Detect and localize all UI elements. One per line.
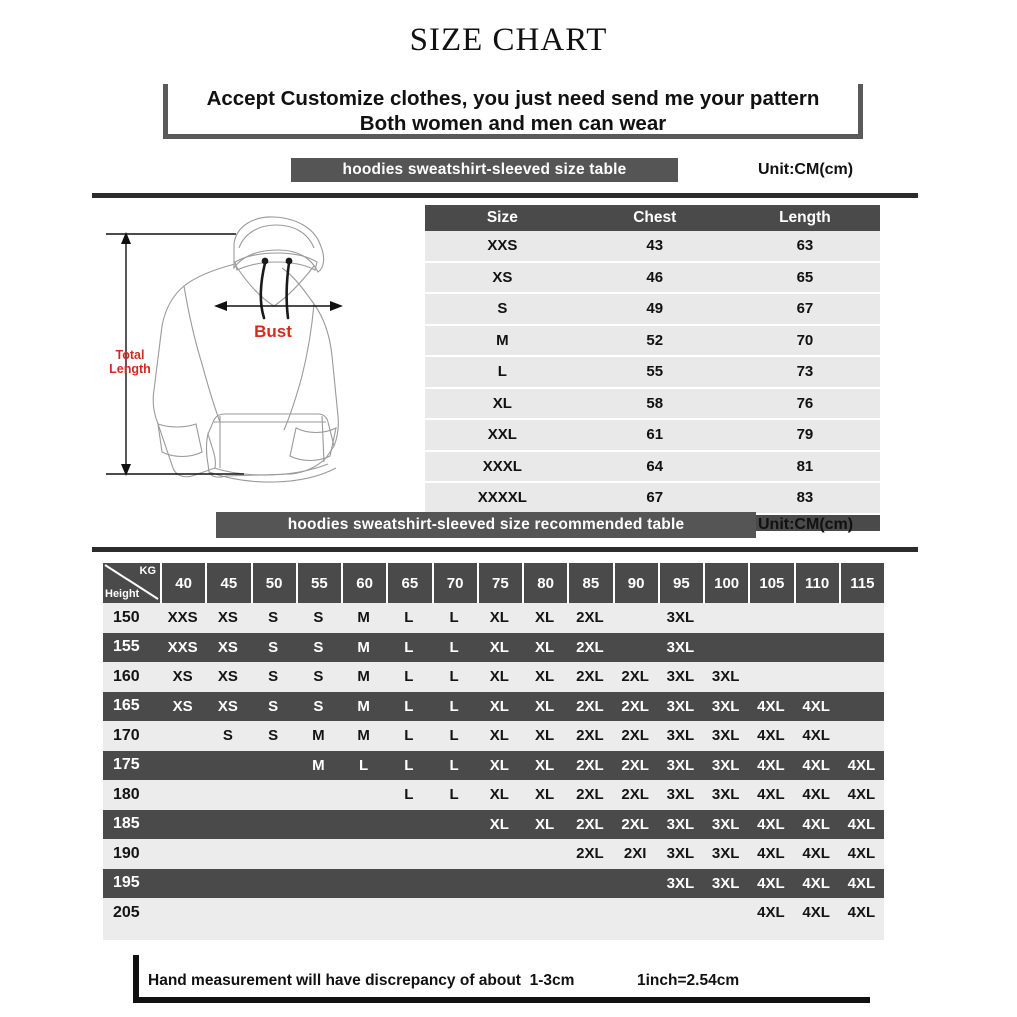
size-cell: L	[432, 751, 477, 781]
size-cell	[251, 839, 296, 869]
size-cell: 4XL	[748, 692, 793, 722]
cell-size: S	[425, 294, 580, 324]
size-cell: XL	[522, 633, 567, 663]
height-row-header: 195	[103, 869, 160, 899]
cell-length: 65	[730, 263, 880, 293]
size-cell	[296, 839, 341, 869]
cell-chest: 61	[580, 420, 730, 450]
size-cell	[251, 898, 296, 928]
size-cell: 2XL	[613, 662, 658, 692]
size-cell	[839, 633, 884, 663]
cell-size: XS	[425, 263, 580, 293]
size-cell: L	[386, 751, 431, 781]
size-cell: S	[251, 692, 296, 722]
size-cell: 3XL	[658, 869, 703, 899]
size-cell: L	[386, 633, 431, 663]
size-cell: 2XL	[567, 839, 612, 869]
size-cell	[205, 810, 250, 840]
size-cell: XL	[477, 633, 522, 663]
kg-col-header: 85	[567, 563, 612, 603]
size-cell: XL	[522, 780, 567, 810]
size-cell: 2XL	[567, 633, 612, 663]
size-cell	[703, 603, 748, 633]
size-cell	[748, 603, 793, 633]
size-cell: L	[432, 662, 477, 692]
size-cell: S	[251, 603, 296, 633]
size-cell	[296, 898, 341, 928]
size-cell	[794, 662, 839, 692]
section2-unit-label: Unit:CM(cm)	[758, 516, 854, 533]
section2-title-bar: hoodies sweatshirt-sleeved size recommended table	[216, 512, 756, 538]
size-cell: S	[251, 633, 296, 663]
size-cell: 4XL	[839, 751, 884, 781]
cell-length: 79	[730, 420, 880, 450]
height-row-header: 150	[103, 603, 160, 633]
cell-size: L	[425, 357, 580, 387]
size-cell	[432, 839, 477, 869]
size-cell: 2XL	[567, 662, 612, 692]
height-row-header: 170	[103, 721, 160, 751]
size-cell	[839, 662, 884, 692]
size-cell: 4XL	[794, 692, 839, 722]
corner-height-label: Height	[105, 588, 140, 600]
size-cell	[567, 898, 612, 928]
col-header-size: Size	[425, 205, 580, 231]
size-cell: L	[432, 780, 477, 810]
size-cell	[839, 603, 884, 633]
kg-col-header: 95	[658, 563, 703, 603]
size-cell: 3XL	[658, 780, 703, 810]
kg-col-header: 100	[703, 563, 748, 603]
size-cell: L	[386, 692, 431, 722]
size-cell	[839, 721, 884, 751]
size-cell	[341, 869, 386, 899]
size-cell: XS	[205, 633, 250, 663]
size-cell	[613, 869, 658, 899]
size-cell: 2XL	[567, 751, 612, 781]
size-cell: L	[386, 721, 431, 751]
cell-chest: 67	[580, 483, 730, 513]
size-cell: 3XL	[658, 751, 703, 781]
size-cell: M	[341, 721, 386, 751]
kg-col-header: 55	[296, 563, 341, 603]
cell-size: XXL	[425, 420, 580, 450]
height-row-header: 175	[103, 751, 160, 781]
size-table-1	[425, 205, 880, 531]
kg-col-header: 60	[341, 563, 386, 603]
cell-chest: 43	[580, 231, 730, 261]
size-cell: 4XL	[839, 780, 884, 810]
size-cell: 4XL	[748, 898, 793, 928]
cell-length: 73	[730, 357, 880, 387]
size-cell: 2XL	[567, 721, 612, 751]
total-length-label: Total Length	[109, 348, 151, 376]
size-cell	[251, 780, 296, 810]
size-cell: 3XL	[658, 810, 703, 840]
size-cell	[296, 780, 341, 810]
size-cell: S	[251, 721, 296, 751]
size-cell: 2XL	[613, 810, 658, 840]
size-cell: 3XL	[703, 751, 748, 781]
size-cell: 4XL	[794, 780, 839, 810]
size-cell: 4XL	[794, 751, 839, 781]
table-row	[425, 483, 880, 513]
axis-corner-cell	[103, 563, 160, 603]
size-cell	[477, 898, 522, 928]
size-cell: XXS	[160, 633, 205, 663]
table-row	[425, 294, 880, 324]
size-cell	[386, 898, 431, 928]
size-cell	[251, 751, 296, 781]
size-cell	[205, 780, 250, 810]
size-cell: XL	[477, 721, 522, 751]
size-cell	[522, 898, 567, 928]
size-cell	[341, 810, 386, 840]
size-cell	[205, 751, 250, 781]
size-cell	[160, 869, 205, 899]
size-cell: M	[341, 692, 386, 722]
size-cell	[386, 810, 431, 840]
size-cell: S	[296, 692, 341, 722]
size-cell: 4XL	[748, 751, 793, 781]
size-cell	[477, 839, 522, 869]
kg-col-header: 110	[794, 563, 839, 603]
cell-size: XL	[425, 389, 580, 419]
size-cell: XL	[522, 810, 567, 840]
cell-length: 70	[730, 326, 880, 356]
size-cell: XL	[477, 662, 522, 692]
size-cell: 4XL	[794, 721, 839, 751]
size-cell: XS	[205, 603, 250, 633]
table-row	[425, 231, 880, 261]
cell-size: XXS	[425, 231, 580, 261]
bust-label: Bust	[254, 322, 292, 341]
size-cell: XL	[477, 780, 522, 810]
size-cell: L	[341, 751, 386, 781]
size-cell: XL	[522, 721, 567, 751]
size-cell: L	[432, 603, 477, 633]
size-cell: L	[386, 603, 431, 633]
size-cell: 4XL	[748, 810, 793, 840]
size-cell	[341, 780, 386, 810]
cell-size: M	[425, 326, 580, 356]
divider-rule-middle	[92, 547, 918, 552]
size-cell	[432, 869, 477, 899]
size-cell: L	[386, 780, 431, 810]
size-cell: S	[296, 662, 341, 692]
size-cell	[160, 721, 205, 751]
cell-length: 76	[730, 389, 880, 419]
cell-chest: 58	[580, 389, 730, 419]
size-cell: 4XL	[794, 810, 839, 840]
size-cell	[522, 839, 567, 869]
size-cell	[160, 780, 205, 810]
size-cell: XS	[160, 662, 205, 692]
kg-col-header: 75	[477, 563, 522, 603]
cell-length: 81	[730, 452, 880, 482]
size-cell: 2XL	[567, 810, 612, 840]
size-cell: S	[251, 662, 296, 692]
size-cell: 4XL	[839, 869, 884, 899]
size-cell: XL	[477, 603, 522, 633]
size-cell	[794, 603, 839, 633]
size-table-1-header-row	[425, 205, 880, 231]
size-cell	[251, 810, 296, 840]
table-row	[103, 721, 884, 751]
table-row	[425, 420, 880, 450]
size-cell: 3XL	[703, 721, 748, 751]
table-row	[103, 898, 884, 928]
size-cell: 3XL	[703, 839, 748, 869]
kg-col-header: 50	[251, 563, 296, 603]
table-row	[425, 452, 880, 482]
footer-note-text: Hand measurement will have discrepancy of about 1-3cm	[148, 972, 575, 989]
size-cell: 4XL	[748, 721, 793, 751]
size-cell	[251, 869, 296, 899]
size-cell: M	[341, 633, 386, 663]
size-cell: XL	[522, 751, 567, 781]
recommended-size-header-row	[103, 563, 884, 603]
size-cell: L	[386, 662, 431, 692]
table-row	[103, 839, 884, 869]
footer-inch-text: 1inch=2.54cm	[637, 972, 740, 989]
recommended-size-grid	[103, 563, 884, 928]
size-cell: XS	[205, 662, 250, 692]
size-cell: 3XL	[658, 692, 703, 722]
size-cell: M	[296, 721, 341, 751]
size-cell: 4XL	[794, 898, 839, 928]
size-cell: 4XL	[748, 869, 793, 899]
size-cell	[567, 869, 612, 899]
size-cell: XS	[160, 692, 205, 722]
size-cell	[432, 898, 477, 928]
size-cell: 4XL	[794, 839, 839, 869]
size-cell: XL	[477, 810, 522, 840]
size-cell	[613, 603, 658, 633]
size-cell: 2XI	[613, 839, 658, 869]
size-table-1-grid	[425, 205, 880, 513]
size-cell: 3XL	[703, 692, 748, 722]
cell-size: XXXL	[425, 452, 580, 482]
size-cell	[205, 869, 250, 899]
corner-kg-label: KG	[139, 565, 156, 577]
cell-length: 67	[730, 294, 880, 324]
table-row	[103, 603, 884, 633]
size-cell: L	[432, 721, 477, 751]
size-cell	[748, 633, 793, 663]
cell-chest: 52	[580, 326, 730, 356]
size-cell: XL	[522, 662, 567, 692]
table-row	[103, 810, 884, 840]
cell-length: 83	[730, 483, 880, 513]
size-cell: 3XL	[703, 662, 748, 692]
size-cell: M	[296, 751, 341, 781]
size-cell	[794, 633, 839, 663]
height-row-header: 160	[103, 662, 160, 692]
size-cell: XS	[205, 692, 250, 722]
col-header-chest: Chest	[580, 205, 730, 231]
size-cell: 4XL	[839, 810, 884, 840]
size-cell: 3XL	[658, 839, 703, 869]
kg-col-header: 45	[205, 563, 250, 603]
col-header-length: Length	[730, 205, 880, 231]
height-row-header: 190	[103, 839, 160, 869]
table-row	[103, 633, 884, 663]
banner-line-2: Both women and men can wear	[359, 112, 667, 135]
size-cell: 2XL	[613, 751, 658, 781]
customize-banner-text	[163, 86, 863, 136]
size-cell: XL	[522, 603, 567, 633]
size-cell: 2XL	[613, 780, 658, 810]
cell-chest: 49	[580, 294, 730, 324]
table-row	[103, 780, 884, 810]
size-cell	[160, 839, 205, 869]
kg-col-header: 80	[522, 563, 567, 603]
size-cell: 2XL	[567, 780, 612, 810]
size-cell	[296, 810, 341, 840]
size-cell	[160, 898, 205, 928]
size-cell	[658, 898, 703, 928]
size-cell: XL	[477, 751, 522, 781]
size-cell	[613, 633, 658, 663]
size-cell	[341, 839, 386, 869]
cell-size: XXXXL	[425, 483, 580, 513]
table-row	[425, 389, 880, 419]
size-cell: 3XL	[658, 603, 703, 633]
size-cell: 2XL	[567, 603, 612, 633]
size-cell	[205, 898, 250, 928]
size-cell: S	[296, 633, 341, 663]
size-cell	[386, 869, 431, 899]
size-cell: M	[341, 603, 386, 633]
recommended-size-table-tail	[103, 928, 884, 940]
size-cell: XXS	[160, 603, 205, 633]
table-row	[103, 662, 884, 692]
table-row	[103, 869, 884, 899]
size-cell: 4XL	[794, 869, 839, 899]
section1-title-bar: hoodies sweatshirt-sleeved size table	[291, 158, 678, 182]
size-cell	[386, 839, 431, 869]
height-row-header: 205	[103, 898, 160, 928]
kg-col-header: 70	[432, 563, 477, 603]
divider-rule-top	[92, 193, 918, 198]
kg-col-header: 90	[613, 563, 658, 603]
cell-chest: 64	[580, 452, 730, 482]
size-cell	[205, 839, 250, 869]
table-row	[425, 357, 880, 387]
size-cell: 3XL	[703, 780, 748, 810]
size-cell	[703, 633, 748, 663]
table-row	[103, 692, 884, 722]
size-cell	[703, 898, 748, 928]
size-cell: S	[296, 603, 341, 633]
size-cell: 3XL	[658, 721, 703, 751]
size-cell: 3XL	[703, 869, 748, 899]
size-cell	[522, 869, 567, 899]
size-cell: L	[432, 692, 477, 722]
size-cell	[341, 898, 386, 928]
kg-col-header: 105	[748, 563, 793, 603]
size-cell: 4XL	[839, 839, 884, 869]
size-cell: XL	[477, 692, 522, 722]
size-cell	[296, 869, 341, 899]
size-cell: 2XL	[567, 692, 612, 722]
height-row-header: 155	[103, 633, 160, 663]
page-title: SIZE CHART	[409, 22, 608, 58]
cell-chest: 55	[580, 357, 730, 387]
size-cell: XL	[522, 692, 567, 722]
size-cell	[432, 810, 477, 840]
kg-col-header: 65	[386, 563, 431, 603]
size-cell: S	[205, 721, 250, 751]
size-cell: L	[432, 633, 477, 663]
size-cell: 3XL	[658, 633, 703, 663]
recommended-size-table	[103, 563, 884, 940]
size-cell: 4XL	[748, 780, 793, 810]
kg-col-header: 115	[839, 563, 884, 603]
banner-line-1: Accept Customize clothes, you just need send me your pattern	[206, 87, 820, 110]
table-row	[425, 263, 880, 293]
size-cell	[477, 869, 522, 899]
size-cell: 3XL	[703, 810, 748, 840]
size-cell	[160, 751, 205, 781]
size-cell	[613, 898, 658, 928]
height-row-header: 165	[103, 692, 160, 722]
height-row-header: 180	[103, 780, 160, 810]
table-row	[103, 751, 884, 781]
size-cell: M	[341, 662, 386, 692]
section1-unit-label: Unit:CM(cm)	[758, 161, 854, 178]
cell-chest: 46	[580, 263, 730, 293]
size-cell	[748, 662, 793, 692]
size-cell: 4XL	[839, 898, 884, 928]
size-cell	[160, 810, 205, 840]
cell-length: 63	[730, 231, 880, 261]
size-cell: 2XL	[613, 721, 658, 751]
size-cell: 2XL	[613, 692, 658, 722]
size-cell: 4XL	[748, 839, 793, 869]
size-cell	[839, 692, 884, 722]
kg-col-header: 40	[160, 563, 205, 603]
height-row-header: 185	[103, 810, 160, 840]
table-row	[425, 326, 880, 356]
size-cell: 3XL	[658, 662, 703, 692]
